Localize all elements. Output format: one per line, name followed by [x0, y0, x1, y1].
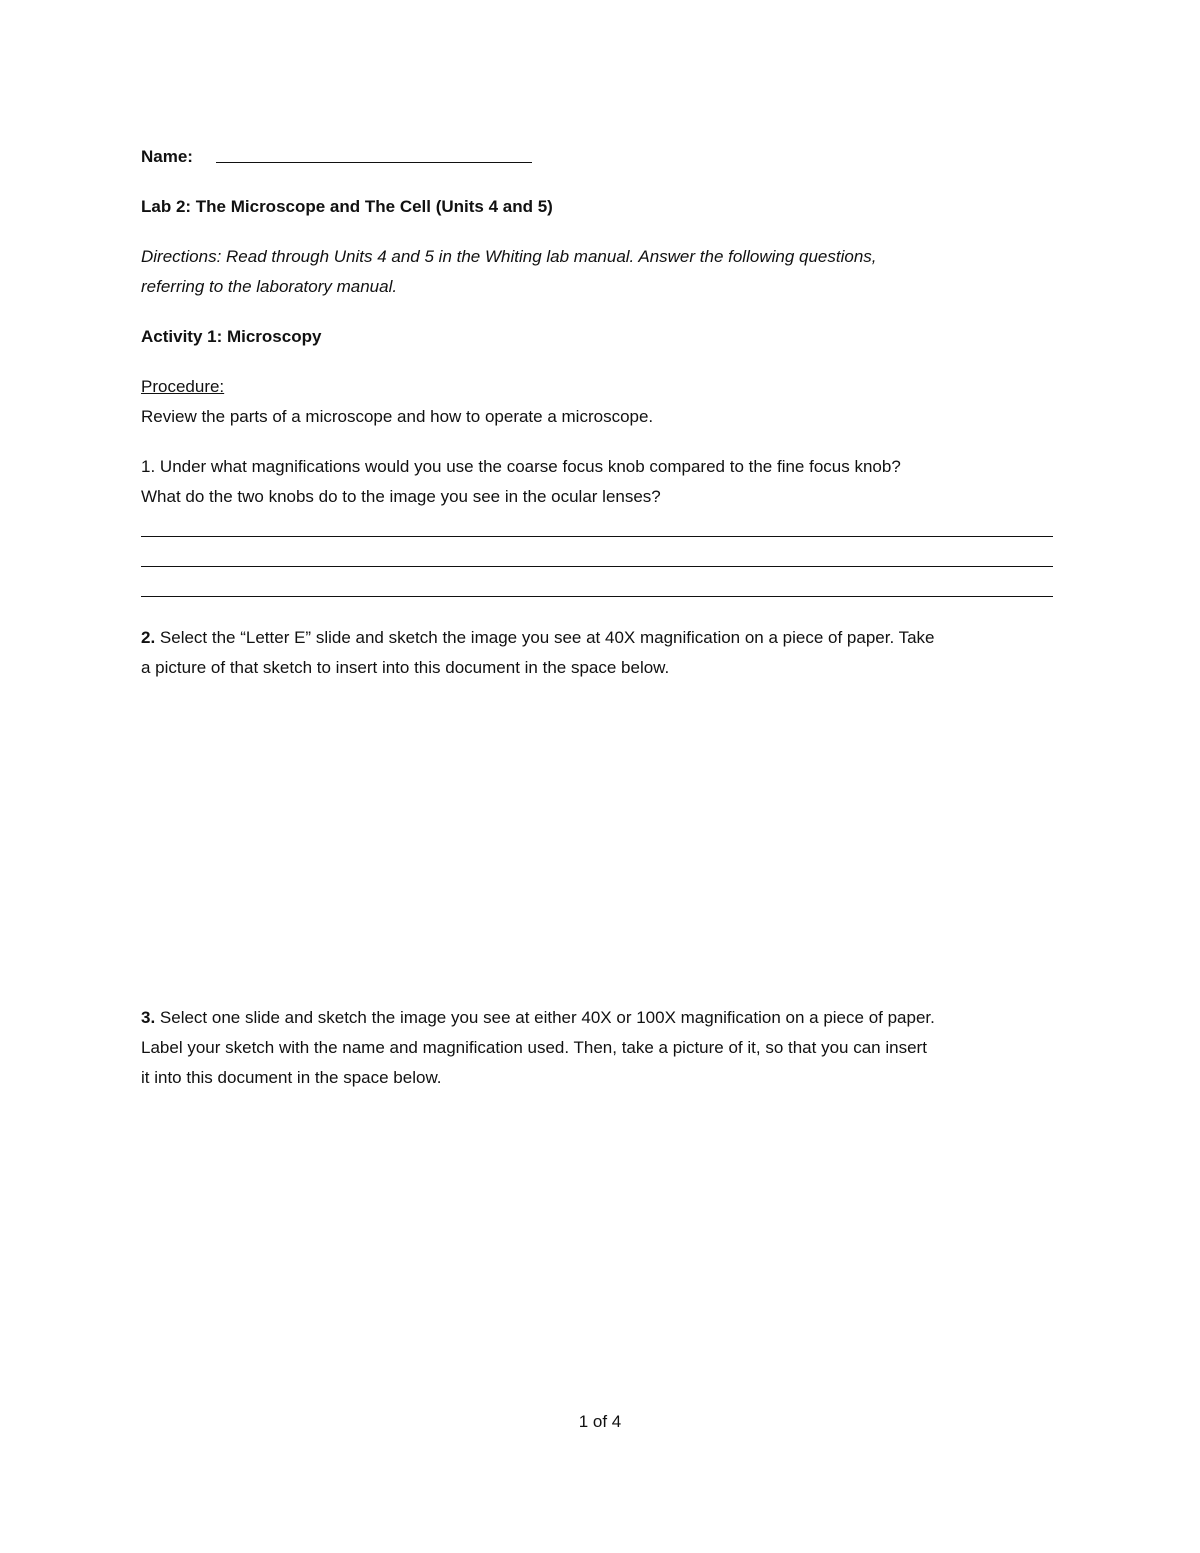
question-3-line-3: it into this document in the space below. [141, 1068, 442, 1087]
sketch-insert-area-2[interactable] [141, 1100, 1053, 1390]
directions-line-2: referring to the laboratory manual. [141, 277, 398, 296]
answer-line-1[interactable] [141, 536, 1053, 537]
sketch-insert-area-1[interactable] [141, 690, 1053, 1000]
question-2-line-2: a picture of that sketch to insert into this document in the space below. [141, 658, 670, 677]
procedure-text: Review the parts of a microscope and how to operate a microscope. [141, 407, 654, 426]
question-2-text-1: Select the “Letter E” slide and sketch the image you see at 40X magnification on a piece of paper. Take [155, 628, 935, 647]
lab-title: Lab 2: The Microscope and The Cell (Units 4 and 5) [141, 197, 553, 216]
question-3-text-1: Select one slide and sketch the image you see at either 40X or 100X magnification on a piece of paper. [155, 1008, 935, 1027]
answer-line-3[interactable] [141, 596, 1053, 597]
answer-line-2[interactable] [141, 566, 1053, 567]
activity-title: Activity 1: Microscopy [141, 327, 322, 346]
procedure-label: Procedure: [141, 377, 225, 396]
page-number: 1 of 4 [578, 1412, 622, 1431]
question-3-number: 3. [141, 1008, 156, 1027]
question-1-line-1 [141, 456, 901, 478]
name-input-line[interactable] [216, 162, 532, 163]
question-2-number: 2. [141, 628, 156, 647]
question-3-line-2: Label your sketch with the name and magnification used. Then, take a picture of it, so that you can insert [141, 1038, 927, 1057]
question-1-number: 1. [141, 457, 156, 476]
question-3-line-1 [141, 1007, 935, 1029]
name-label: Name: [141, 147, 193, 166]
directions-line-1: Directions: Read through Units 4 and 5 in the Whiting lab manual. Answer the following questions, [141, 247, 877, 266]
question-2-line-1 [141, 627, 935, 649]
question-1-text-1: Under what magnifications would you use the coarse focus knob compared to the fine focus knob? [155, 457, 901, 476]
question-1-line-2: What do the two knobs do to the image you see in the ocular lenses? [141, 487, 661, 506]
